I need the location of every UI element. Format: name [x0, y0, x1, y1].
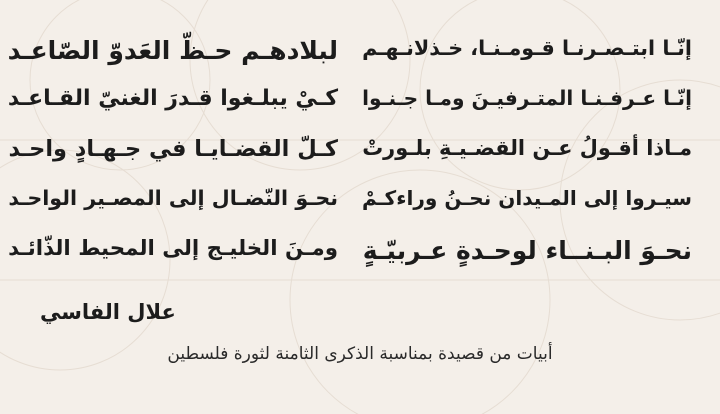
- verse-1-first-hemistich: إنّـا ابتـصـرنـا قـومـنـا، خـذلانـهـم: [362, 36, 692, 60]
- poem-caption: أبيات من قصيدة بمناسبة الذكرى الثامنة لثورة فلسطين: [167, 344, 553, 364]
- verse-3-first-hemistich: مـاذا أقـولُ عـن القضـيـةِ بلـورتْ: [362, 136, 692, 160]
- verse-4-first-hemistich: سيـروا إلى المـيدان نحـنُ وراءكـمْ: [361, 186, 692, 210]
- verse-5: [8, 236, 700, 276]
- verse-2-first-hemistich: إنّـا عـرفـنـا المتـرفيـنَ ومـا جـنـوا: [362, 86, 692, 110]
- verse-2-second-hemistich: كـيْ يبلـغوا قـدرَ الغنيّ القـاعـد: [7, 86, 338, 111]
- verse-3-second-hemistich: كـلّ القضـايـا في جـهـادٍ واحـد: [8, 136, 338, 162]
- verse-1: [7, 36, 700, 76]
- verse-5-second-hemistich: ومـنَ الخليـج إلى المحيط الذّائـد: [8, 236, 338, 261]
- verse-3: [8, 136, 700, 176]
- verse-5-first-hemistich: نحـوَ البـنــاء لوحـدةٍ عـربيّـةٍ: [362, 236, 692, 265]
- verse-1-second-hemistich: لبلادهـم حـظّ العَدوّ الصّاعـد: [7, 36, 338, 65]
- poet-name: علال الفاسي: [40, 300, 176, 324]
- verse-4-second-hemistich: نحـوَ النّضـال إلى المصـير الواحـد: [8, 186, 338, 210]
- verse-4: [8, 186, 700, 226]
- verse-2: [7, 86, 700, 126]
